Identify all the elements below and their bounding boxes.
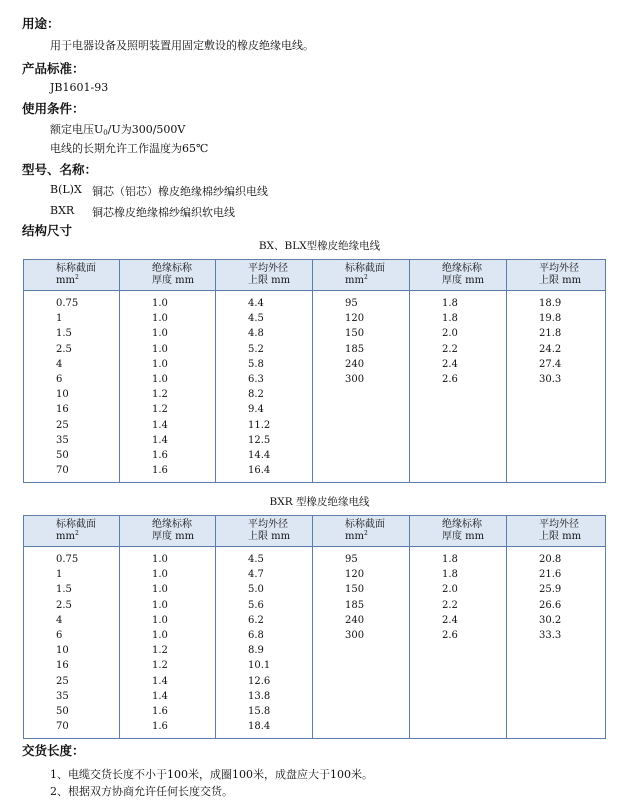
unit-superscript: 2: [363, 274, 368, 281]
table-cell: 4.5: [248, 554, 264, 565]
table-cell: 18.4: [248, 721, 271, 733]
data-column: [216, 291, 313, 483]
column-header: [216, 260, 313, 291]
column-header: [216, 516, 313, 547]
column-header-label: 平均外径: [248, 263, 288, 274]
table-cell: 150: [345, 328, 365, 340]
table-cell: 1: [56, 569, 63, 581]
column-header-label: 标称截面: [345, 263, 385, 274]
unit-superscript: 2: [74, 530, 79, 537]
data-column: [410, 291, 507, 483]
column-header-unit-text: 上限 mm: [539, 531, 582, 542]
conditions-heading: 使用条件：: [22, 101, 85, 116]
table-cell: 1: [56, 313, 63, 325]
rated-voltage-subscript: 0: [103, 129, 108, 137]
table-cell: 20.8: [539, 554, 562, 565]
table-cell: 30.2: [539, 614, 562, 626]
table-cell: 21.6: [539, 569, 562, 581]
table-cell: 1.2: [152, 404, 168, 416]
table-cell: 95: [345, 298, 358, 309]
table1-caption: BX、BLX型橡皮绝缘电线: [258, 240, 381, 252]
table-cell: 240: [345, 358, 365, 370]
data-column: [507, 291, 606, 483]
column-header-unit-text: 厚度 mm: [442, 275, 485, 286]
column-header-label: 绝缘标称: [442, 519, 482, 530]
bxr-dimension-table: [23, 515, 606, 739]
table-cell: 4: [56, 614, 63, 626]
data-column: [24, 547, 120, 739]
temperature-text: 电线的长期允许工作温度为65℃: [50, 142, 209, 155]
table-cell: 1.8: [442, 298, 458, 309]
column-header-unit: [56, 275, 119, 287]
column-header-unit: [56, 531, 119, 543]
column-header-unit-text: mm: [345, 531, 364, 542]
table-cell: 1.6: [152, 705, 168, 717]
column-header-label: 标称截面: [56, 519, 96, 530]
table-cell: 1.5: [56, 328, 72, 340]
table-cell: 1.5: [56, 584, 72, 596]
table-cell: 1.0: [152, 358, 168, 370]
table-cell: 185: [345, 343, 365, 355]
table-cell: 1.6: [152, 449, 168, 461]
table-cell: 9.4: [248, 404, 264, 416]
usage-text: 用于电器设备及照明装置用固定敷设的橡皮绝缘电线。: [50, 39, 314, 52]
column-header-unit: [539, 531, 605, 543]
table-cell: 1.6: [152, 721, 168, 733]
table-cell: 2.4: [442, 614, 458, 626]
table-cell: 0.75: [56, 298, 79, 309]
table-cell: 1.8: [442, 313, 458, 325]
column-header: [120, 260, 216, 291]
bx-blx-dimension-table: [23, 259, 606, 483]
table-cell: 70: [56, 721, 69, 733]
models-heading: 型号、名称：: [22, 162, 98, 177]
table-cell: 6.2: [248, 614, 264, 626]
delivery-heading: 交货长度：: [22, 743, 85, 758]
unit-superscript: 2: [74, 274, 79, 281]
table-cell: 25: [56, 675, 69, 687]
table-cell: 21.8: [539, 328, 562, 340]
data-column: [120, 291, 216, 483]
column-header-label: 标称截面: [345, 519, 385, 530]
table-cell: 12.5: [248, 434, 271, 446]
data-column: [313, 291, 410, 483]
table-cell: 15.8: [248, 705, 271, 717]
column-header-unit: [152, 275, 215, 287]
column-header-label: 绝缘标称: [152, 519, 192, 530]
column-header: [410, 516, 507, 547]
table-cell: 50: [56, 449, 69, 461]
table-cell: 300: [345, 373, 365, 385]
column-header-unit: [539, 275, 605, 287]
table-cell: 1.4: [152, 690, 168, 702]
table-cell: 27.4: [539, 358, 562, 370]
column-header-unit-text: 上限 mm: [248, 531, 291, 542]
structure-heading: 结构尺寸: [22, 223, 73, 238]
table-cell: 10.1: [248, 660, 271, 672]
usage-heading: 用途：: [22, 16, 60, 31]
table-cell: 4: [56, 358, 63, 370]
table-cell: 1.0: [152, 328, 168, 340]
column-header-unit-text: 厚度 mm: [152, 531, 195, 542]
table-cell: 11.2: [248, 419, 271, 431]
table-cell: 35: [56, 690, 69, 702]
model-code-2: BXR: [50, 204, 75, 217]
table-cell: 70: [56, 465, 69, 477]
table-cell: 2.2: [442, 343, 458, 355]
column-header-unit-text: mm: [56, 275, 75, 286]
table-cell: 1.6: [152, 465, 168, 477]
table-cell: 16: [56, 660, 69, 672]
table-cell: 120: [345, 569, 365, 581]
table-cell: 4.8: [248, 328, 264, 340]
table-cell: 1.2: [152, 389, 168, 401]
table-cell: 6.8: [248, 629, 264, 641]
table-cell: 1.0: [152, 629, 168, 641]
delivery-item-1: 1、电缆交货长度不小于100米，成圈100米，成盘应大于100米。: [50, 768, 373, 781]
standard-heading: 产品标准：: [22, 61, 85, 76]
table-cell: 2.2: [442, 599, 458, 611]
column-header: [24, 516, 120, 547]
table-header-row: [24, 516, 606, 547]
unit-superscript: 2: [363, 530, 368, 537]
table-cell: 1.0: [152, 614, 168, 626]
column-header-unit: [248, 275, 312, 287]
table-cell: 2.0: [442, 584, 458, 596]
table-cell: 8.2: [248, 389, 264, 401]
rated-voltage-text: [50, 121, 185, 137]
delivery-item-2: 2、根据双方协商允许任何长度交货。: [50, 785, 233, 798]
data-column: [507, 547, 606, 739]
table-cell: 1.4: [152, 434, 168, 446]
table-cell: 300: [345, 629, 365, 641]
column-header-unit-text: 厚度 mm: [152, 275, 195, 286]
data-column: [410, 547, 507, 739]
table-cell: 2.5: [56, 343, 72, 355]
column-header-unit: [345, 275, 409, 287]
column-header: [507, 516, 606, 547]
table-cell: 1.8: [442, 554, 458, 565]
table-cell: 18.9: [539, 298, 562, 309]
table-cell: 1.0: [152, 569, 168, 581]
table-cell: 4.5: [248, 313, 264, 325]
column-header-label: 绝缘标称: [442, 263, 482, 274]
table-cell: 1.0: [152, 343, 168, 355]
standard-text: JB1601-93: [50, 81, 109, 94]
column-header-label: 标称截面: [56, 263, 96, 274]
table-cell: 1.0: [152, 373, 168, 385]
table-cell: 2.6: [442, 373, 458, 385]
table-body-row: [24, 291, 606, 483]
table-cell: 16: [56, 404, 69, 416]
column-header-unit: [152, 531, 215, 543]
table-cell: 35: [56, 434, 69, 446]
column-header-unit: [248, 531, 312, 543]
column-header: [410, 260, 507, 291]
data-column: [216, 547, 313, 739]
table-cell: 1.8: [442, 569, 458, 581]
table-cell: 33.3: [539, 629, 562, 641]
column-header-unit: [345, 531, 409, 543]
column-header-label: 平均外径: [539, 519, 579, 530]
column-header-unit: [442, 275, 506, 287]
data-column: [24, 291, 120, 483]
column-header: [120, 516, 216, 547]
rated-voltage-suffix: /U为300/500V: [107, 123, 186, 136]
table-cell: 5.0: [248, 584, 264, 596]
model-name-2: 铜芯橡皮绝缘棉纱编织软电线: [92, 206, 235, 219]
column-header-unit-text: mm: [56, 531, 75, 542]
table-cell: 10: [56, 389, 69, 401]
model-code-1: B(L)X: [50, 183, 82, 196]
table-cell: 1.0: [152, 298, 168, 309]
table-body-row: [24, 547, 606, 739]
column-header-unit-text: 上限 mm: [539, 275, 582, 286]
column-header-unit-text: 厚度 mm: [442, 531, 485, 542]
table-cell: 6.3: [248, 373, 264, 385]
table-cell: 50: [56, 705, 69, 717]
table-cell: 1.2: [152, 660, 168, 672]
table-cell: 25.9: [539, 584, 562, 596]
data-column: [120, 547, 216, 739]
table-cell: 5.6: [248, 599, 264, 611]
table-cell: 240: [345, 614, 365, 626]
column-header-unit: [442, 531, 506, 543]
table-cell: 6: [56, 373, 63, 385]
column-header: [507, 260, 606, 291]
column-header-unit-text: mm: [345, 275, 364, 286]
column-header: [313, 260, 410, 291]
data-column: [313, 547, 410, 739]
column-header: [313, 516, 410, 547]
column-header-unit-text: 上限 mm: [248, 275, 291, 286]
table-cell: 19.8: [539, 313, 562, 325]
column-header: [24, 260, 120, 291]
table-cell: 1.0: [152, 313, 168, 325]
table-cell: 185: [345, 599, 365, 611]
table-cell: 1.2: [152, 645, 168, 657]
table-cell: 24.2: [539, 343, 562, 355]
column-header-label: 绝缘标称: [152, 263, 192, 274]
table-cell: 2.0: [442, 328, 458, 340]
table-cell: 4.7: [248, 569, 264, 581]
table-cell: 1.0: [152, 584, 168, 596]
column-header-label: 平均外径: [539, 263, 579, 274]
rated-voltage-prefix: 额定电压U: [50, 123, 104, 136]
table-cell: 8.9: [248, 645, 264, 657]
table-cell: 1.4: [152, 675, 168, 687]
column-header-label: 平均外径: [248, 519, 288, 530]
table-header-row: [24, 260, 606, 291]
table-cell: 25: [56, 419, 69, 431]
table-cell: 13.8: [248, 690, 271, 702]
table-cell: 14.4: [248, 449, 271, 461]
table-cell: 26.6: [539, 599, 562, 611]
table-cell: 2.6: [442, 629, 458, 641]
table-cell: 5.2: [248, 343, 264, 355]
table-cell: 5.8: [248, 358, 264, 370]
table-cell: 1.0: [152, 554, 168, 565]
table-cell: 2.4: [442, 358, 458, 370]
table-cell: 150: [345, 584, 365, 596]
table-cell: 1.4: [152, 419, 168, 431]
table-cell: 95: [345, 554, 358, 565]
table-cell: 16.4: [248, 465, 271, 477]
table-cell: 0.75: [56, 554, 79, 565]
table2-caption: BXR 型橡皮绝缘电线: [269, 496, 370, 508]
model-name-1: 铜芯（铝芯）橡皮绝缘棉纱编织电线: [92, 185, 268, 198]
table-cell: 1.0: [152, 599, 168, 611]
table-cell: 2.5: [56, 599, 72, 611]
table-cell: 12.6: [248, 675, 271, 687]
table-cell: 120: [345, 313, 365, 325]
table-cell: 4.4: [248, 298, 264, 309]
table-cell: 10: [56, 645, 69, 657]
table-cell: 30.3: [539, 373, 562, 385]
table-cell: 6: [56, 629, 63, 641]
